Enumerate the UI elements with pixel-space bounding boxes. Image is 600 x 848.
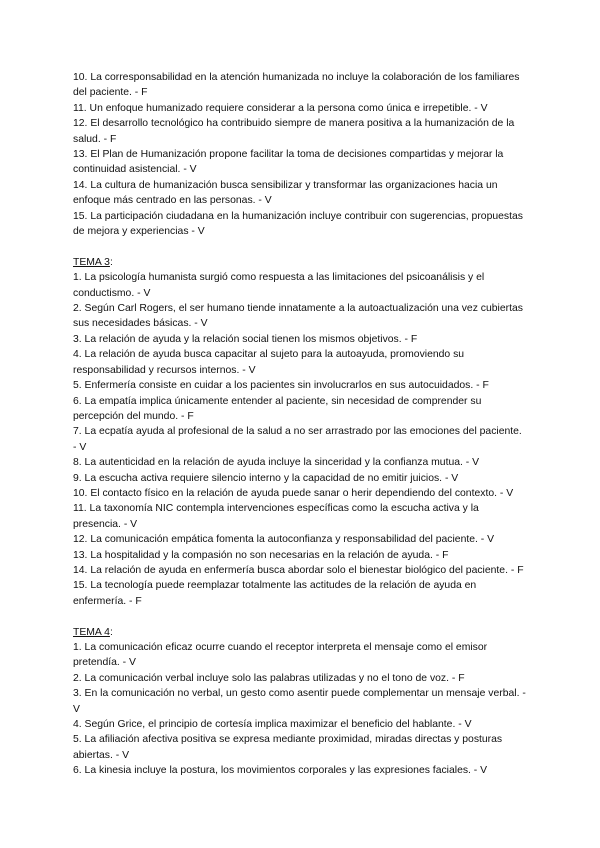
- list-item: 7. La ecpatía ayuda al profesional de la salud a no ser arrastrado por las emociones del paciente. - V: [73, 426, 522, 453]
- list-item: 3. En la comunicación no verbal, un gesto como asentir puede complementar un mensaje verbal. - V: [73, 688, 526, 715]
- list-item: 15. La tecnología puede reemplazar totalmente las actitudes de la relación de ayuda en enfermería. - F: [73, 580, 477, 607]
- list-item: 1. La comunicación eficaz ocurre cuando el receptor interpreta el mensaje como el emisor pretendía. - V: [73, 642, 488, 669]
- list-item: 13. El Plan de Humanización propone facilitar la toma de decisiones compartidas y mejorar la continuidad asistencial. - V: [73, 149, 504, 176]
- list-item: 6. La empatía implica únicamente entender al paciente, sin necesidad de comprender su percepción del mundo. - F: [73, 395, 482, 422]
- list-item: 10. La corresponsabilidad en la atención humanizada no incluye la colaboración de los familiares del paciente. - F: [73, 72, 520, 99]
- list-item: 13. La hospitalidad y la compasión no son necesarias en la relación de ayuda. - F: [73, 549, 449, 561]
- section-spacer: [73, 239, 528, 254]
- list-item: 14. La relación de ayuda en enfermería busca abordar solo el bienestar biológico del paciente. - F: [73, 564, 524, 576]
- list-item: 6. La kinesia incluye la postura, los movimientos corporales y las expresiones faciales. - V: [73, 765, 488, 777]
- tema-4-title: TEMA 4: [73, 626, 110, 638]
- list-item: 1. La psicología humanista surgió como respuesta a las limitaciones del psicoanálisis y el conductismo. - V: [73, 272, 485, 299]
- list-item: 2. Según Carl Rogers, el ser humano tiende innatamente a la autoactualización una vez cubiertas sus necesidades básicas. - V: [73, 303, 523, 330]
- list-item: 3. La relación de ayuda y la relación social tienen los mismos objetivos. - F: [73, 333, 418, 345]
- list-item: 10. El contacto físico en la relación de ayuda puede sanar o herir dependiendo del contexto. - V: [73, 487, 514, 499]
- list-item: 14. La cultura de humanización busca sensibilizar y transformar las organizaciones hacia un enfoque más centrado en las personas. - V: [73, 179, 498, 207]
- list-item: 11. Un enfoque humanizado requiere considerar a la persona como única e irrepetible. - V: [73, 102, 488, 114]
- list-item: 4. Según Grice, el principio de cortesía implica maximizar el beneficio del hablante. - V: [73, 719, 472, 731]
- list-item: 4. La relación de ayuda busca capacitar al sujeto para la autoayuda, promoviendo su responsabilidad y recursos internos. - V: [73, 349, 465, 376]
- list-item: 5. La afiliación afectiva positiva se expresa mediante proximidad, miradas directas y posturas abiertas. - V: [73, 734, 503, 761]
- document-page: [73, 70, 528, 779]
- list-item: 11. La taxonomía NIC contempla intervenciones específicas como la escucha activa y la presencia. - V: [73, 503, 479, 530]
- section-heading-tema-3: TEMA 3:: [73, 256, 113, 268]
- tema-3-title: TEMA 3: [73, 256, 110, 268]
- list-item: 15. La participación ciudadana en la humanización incluye contribuir con sugerencias, propuestas de mejora y experiencias - V: [73, 210, 523, 238]
- list-item: 9. La escucha activa requiere silencio interno y la capacidad de no emitir juicios. - V: [73, 472, 459, 484]
- list-item: 12. El desarrollo tecnológico ha contribuido siempre de manera positiva a la humanización de la salud. - F: [73, 118, 515, 145]
- section-spacer: [73, 609, 528, 624]
- list-item: 12. La comunicación empática fomenta la autoconfianza y responsabilidad del paciente. - V: [73, 534, 495, 546]
- section-heading-tema-4: TEMA 4:: [73, 626, 113, 638]
- list-item: 8. La autenticidad en la relación de ayuda incluye la sinceridad y la confianza mutua. - V: [73, 457, 480, 469]
- list-item: 2. La comunicación verbal incluye solo las palabras utilizadas y no el tono de voz. - F: [73, 672, 465, 684]
- list-item: 5. Enfermería consiste en cuidar a los pacientes sin involucrarlos en sus autocuidados. - F: [73, 380, 489, 392]
